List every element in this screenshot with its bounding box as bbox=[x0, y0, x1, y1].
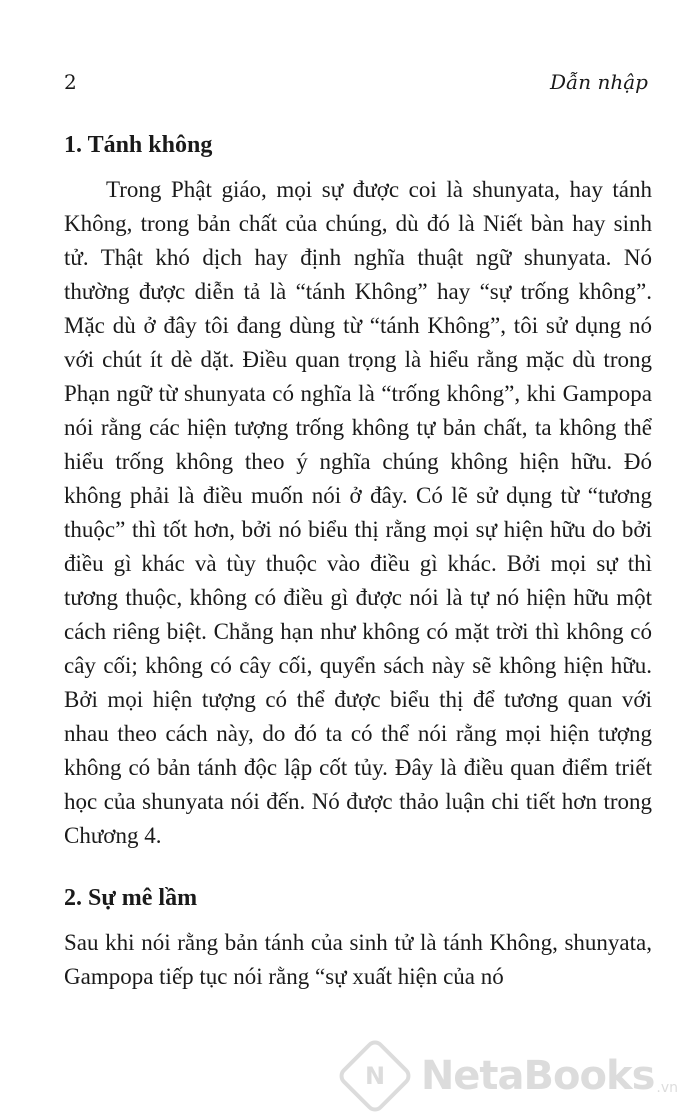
watermark-suffix: .vn bbox=[656, 1080, 678, 1096]
page-header bbox=[64, 70, 648, 100]
section-heading: 1. Tánh không bbox=[64, 132, 213, 158]
brand-logo-icon bbox=[335, 1036, 414, 1115]
body-paragraph: Trong Phật giáo, mọi sự được coi là shunyata, hay tánh Không, trong bản chất của chúng, dù đó là Niết bàn hay sinh tử. Thật khó dịch hay định nghĩa thuật ngữ shunyata. Nó thường được diễn tả là “tánh Không” hay “sự trống không”. Mặc dù ở đây tôi đang dùng từ “tánh Không”, tôi sử dụng nó với chút ít dè dặt. Điều quan trọng là hiểu rằng mặc dù trong Phạn ngữ từ shunyata có nghĩa là “trống không”, khi Gampopa nói rằng các hiện tượng trống không tự bản chất, ta không thể hiểu trống không theo ý nghĩa chúng không hiện hữu. Đó không phải là điều muốn nói ở đây. Có lẽ sử dụng từ “tương thuộc” thì tốt hơn, bởi nó biểu thị rằng mọi sự hiện hữu do bởi điều gì khác và tùy thuộc vào điều gì khác. Bởi mọi sự thì tương thuộc, không có điều gì được nói là tự nó hiện hữu một cách riêng biệt. Chẳng hạn như không có mặt trời thì không có cây cối; không có cây cối, quyển sách này sẽ không hiện hữu. Bởi mọi hiện tượng có thể được biểu thị để tương quan với nhau theo cách này, do đó ta có thể nói rằng mọi hiện tượng không có bản tánh độc lập cốt tủy. Đây là điều quan điểm triết học của shunyata nói đến. Nó được thảo luận chi tiết hơn trong Chương 4. bbox=[64, 177, 652, 848]
running-head: Dẫn nhập bbox=[549, 70, 648, 94]
page-content bbox=[64, 120, 652, 994]
page-number: 2 bbox=[64, 70, 77, 94]
section-emptiness bbox=[64, 132, 652, 853]
section-delusion bbox=[64, 885, 652, 994]
watermark bbox=[347, 1048, 678, 1104]
body-paragraph: Sau khi nói rằng bản tánh của sinh tử là tánh Không, shunyata, Gampopa tiếp tục nói rằng “sự xuất hiện của nó bbox=[64, 930, 652, 989]
section-heading: 2. Sự mê lầm bbox=[64, 885, 198, 911]
logo-letter: N bbox=[364, 1062, 385, 1090]
watermark-brand: NetaBooks bbox=[420, 1053, 655, 1099]
